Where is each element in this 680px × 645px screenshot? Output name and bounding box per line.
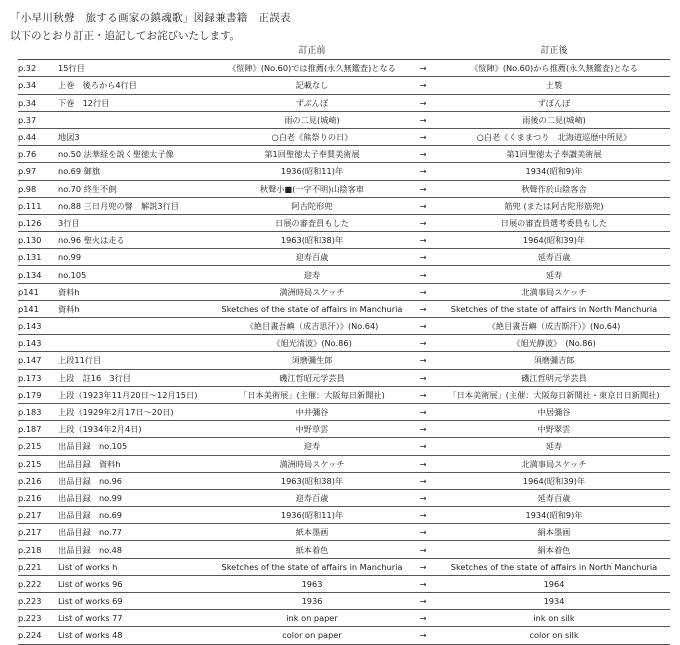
location-cell: 上段 註16 3行目 (58, 369, 216, 386)
after-cell: 《旭光静波》 (No.86) (438, 335, 670, 352)
arrow-icon: → (408, 335, 438, 352)
table-row (18, 593, 670, 610)
arrow-icon: → (408, 163, 438, 180)
after-cell: 磯江哲明元学芸員 (438, 369, 670, 386)
page-cell: p141 (18, 283, 58, 300)
table-row (18, 558, 670, 575)
arrow-icon: → (408, 180, 438, 197)
location-cell: 上段（1923年11月20日～12月15日) (58, 386, 216, 403)
page-cell: p.224 (18, 627, 58, 644)
page-cell: p.183 (18, 403, 58, 420)
arrow-icon: → (408, 403, 438, 420)
table-row (18, 180, 670, 197)
before-cell: 1936(昭和11)年 (216, 163, 408, 180)
location-cell: List of works 96 (58, 575, 216, 592)
before-cell: 迎寿 (216, 438, 408, 455)
after-cell: 1964(昭和39)年 (438, 472, 670, 489)
header-location (58, 43, 216, 60)
after-cell: 中居彌谷 (438, 403, 670, 420)
page-cell: p.134 (18, 266, 58, 283)
after-cell: 須磨彌吉郎 (438, 352, 670, 369)
after-cell: 1964 (438, 575, 670, 592)
after-cell: ink on silk (438, 610, 670, 627)
before-cell: 須磨彌生郎 (216, 352, 408, 369)
page-cell: p141 (18, 300, 58, 317)
page-cell: p.217 (18, 507, 58, 524)
arrow-icon: → (408, 507, 438, 524)
document-subtitle: 以下のとおり訂正・追記してお詫びいたします。 (10, 30, 241, 42)
page-cell: p.147 (18, 352, 58, 369)
location-cell: 出品目録 no.77 (58, 524, 216, 541)
arrow-icon: → (408, 369, 438, 386)
arrow-icon: → (408, 455, 438, 472)
page-cell: p.217 (18, 524, 58, 541)
after-cell: Sketches of the state of affairs in North Manchuria (438, 300, 670, 317)
arrow-icon: → (408, 111, 438, 128)
page-cell: p.34 (18, 77, 58, 94)
table-row (18, 128, 670, 145)
document-title: 「小早川秋聲 旅する画家の鎮魂歌」図録兼書籍 正誤表 (10, 12, 291, 24)
header-after: 訂正後 (438, 43, 670, 60)
arrow-icon: → (408, 266, 438, 283)
page-cell: p.37 (18, 111, 58, 128)
page-cell: p.215 (18, 438, 58, 455)
table-row (18, 318, 670, 335)
table-row (18, 94, 670, 111)
page-cell: p.221 (18, 558, 58, 575)
before-cell: 日展の審査員もした (216, 214, 408, 231)
after-cell: 延寿百歳 (438, 249, 670, 266)
page-cell: p.98 (18, 180, 58, 197)
page-cell: p.34 (18, 94, 58, 111)
after-cell: 土製 (438, 77, 670, 94)
arrow-icon: → (408, 214, 438, 231)
page-cell: p.223 (18, 610, 58, 627)
arrow-icon: → (408, 627, 438, 644)
after-cell: 1934 (438, 593, 670, 610)
page-cell: p.126 (18, 214, 58, 231)
before-cell: ずぶんぼ (216, 94, 408, 111)
table-row (18, 627, 670, 644)
page-cell: p.216 (18, 472, 58, 489)
before-cell: 秋聲小■(一字不明)山陰客車 (216, 180, 408, 197)
after-cell: 絹本墨画 (438, 524, 670, 541)
location-cell: no.88 三日月兜の譬 解説3行目 (58, 197, 216, 214)
before-cell: Sketches of the state of affairs in Manchuria (216, 300, 408, 317)
before-cell: 紙本着色 (216, 541, 408, 558)
arrow-icon: → (408, 318, 438, 335)
table-row (18, 369, 670, 386)
table-row (18, 541, 670, 558)
before-cell: ○白老《熊祭りの日》 (216, 128, 408, 145)
page-cell: p.222 (18, 575, 58, 592)
before-cell: 《愷陣》(No.60)では推薦(永久無鑑査)となる (216, 60, 408, 77)
page-cell: p.179 (18, 386, 58, 403)
page-cell: p.130 (18, 232, 58, 249)
location-cell: no.50 法華経を説く聖徳太子像 (58, 146, 216, 163)
before-cell: 第1回聖徳太子奉賛美術展 (216, 146, 408, 163)
location-cell (58, 335, 216, 352)
arrow-icon: → (408, 60, 438, 77)
after-cell: 秋聲作於山陰客舎 (438, 180, 670, 197)
table-row (18, 489, 670, 506)
location-cell: no.70 終生不倒 (58, 180, 216, 197)
before-cell: 迎寿 (216, 266, 408, 283)
header-page (18, 43, 58, 60)
table-row (18, 163, 670, 180)
before-cell: 紙本墨画 (216, 524, 408, 541)
location-cell: 資料h (58, 283, 216, 300)
page-cell: p.76 (18, 146, 58, 163)
location-cell: 上段（1934年2月4日) (58, 421, 216, 438)
errata-table (18, 43, 670, 645)
page-cell: p.44 (18, 128, 58, 145)
arrow-icon: → (408, 593, 438, 610)
location-cell: 上段11行目 (58, 352, 216, 369)
location-cell: List of works h (58, 558, 216, 575)
location-cell (58, 318, 216, 335)
after-cell: 筋兜 (または阿古陀形筋兜) (438, 197, 670, 214)
before-cell: 雨の二見(城崎) (216, 111, 408, 128)
before-cell: 阿古陀形兜 (216, 197, 408, 214)
after-cell: 北満事局スケッチ (438, 283, 670, 300)
table-row (18, 249, 670, 266)
after-cell: Sketches of the state of affairs in North Manchuria (438, 558, 670, 575)
table-row (18, 472, 670, 489)
after-cell: 《愷陣》(No.60)から推薦(永久無鑑査)となる (438, 60, 670, 77)
location-cell: 出品目録 no.69 (58, 507, 216, 524)
location-cell: no.99 (58, 249, 216, 266)
after-cell: ずぼんぼ (438, 94, 670, 111)
after-cell: 「日本美術展」(主催：大阪毎日新聞社・東京日日新聞社) (438, 386, 670, 403)
before-cell: 迎寿百歳 (216, 489, 408, 506)
page-cell: p.218 (18, 541, 58, 558)
arrow-icon: → (408, 352, 438, 369)
arrow-icon: → (408, 438, 438, 455)
before-cell: 中井彌谷 (216, 403, 408, 420)
arrow-icon: → (408, 128, 438, 145)
arrow-icon: → (408, 146, 438, 163)
table-row (18, 352, 670, 369)
page-cell: p.187 (18, 421, 58, 438)
after-cell: 1934(昭和9)年 (438, 163, 670, 180)
table-row (18, 575, 670, 592)
before-cell: 《旭光清波》(No.86) (216, 335, 408, 352)
location-cell: no.96 聖火は走る (58, 232, 216, 249)
location-cell: List of works 69 (58, 593, 216, 610)
location-cell: 3行目 (58, 214, 216, 231)
before-cell: 中野草雲 (216, 421, 408, 438)
table-row (18, 60, 670, 77)
table-row (18, 146, 670, 163)
table-row (18, 197, 670, 214)
location-cell: 上巻 後ろから4行目 (58, 77, 216, 94)
arrow-icon: → (408, 94, 438, 111)
arrow-icon: → (408, 472, 438, 489)
table-row (18, 507, 670, 524)
before-cell: 1963(昭和38)年 (216, 232, 408, 249)
location-cell: 下巻 12行目 (58, 94, 216, 111)
after-cell: 北満事局スケッチ (438, 455, 670, 472)
after-cell: 雨後の二見(城崎) (438, 111, 670, 128)
arrow-icon: → (408, 197, 438, 214)
page-cell: p.216 (18, 489, 58, 506)
table-row (18, 335, 670, 352)
arrow-icon: → (408, 421, 438, 438)
arrow-icon: → (408, 77, 438, 94)
after-cell: 絹本着色 (438, 541, 670, 558)
page-cell: p.223 (18, 593, 58, 610)
arrow-icon: → (408, 610, 438, 627)
table-row (18, 386, 670, 403)
table-row (18, 77, 670, 94)
page-cell: p.143 (18, 335, 58, 352)
table-row (18, 610, 670, 627)
location-cell: no.105 (58, 266, 216, 283)
before-cell: 満洲時局スケッチ (216, 455, 408, 472)
arrow-icon: → (408, 575, 438, 592)
before-cell: 《絶目畫吾嶼（成吉思汗）》(No.64) (216, 318, 408, 335)
before-cell: color on paper (216, 627, 408, 644)
table-row (18, 111, 670, 128)
arrow-icon: → (408, 300, 438, 317)
before-cell: 1936(昭和11)年 (216, 507, 408, 524)
table-row (18, 266, 670, 283)
before-cell: 磯江哲昭元学芸員 (216, 369, 408, 386)
after-cell: 延寿 (438, 438, 670, 455)
before-cell: 「日本美術展」(主催：大阪毎日新聞社) (216, 386, 408, 403)
before-cell: Sketches of the state of affairs in Manchuria (216, 558, 408, 575)
table-row (18, 283, 670, 300)
arrow-icon: → (408, 283, 438, 300)
location-cell: 上段（1929年2月17日～20日) (58, 403, 216, 420)
location-cell: List of works 77 (58, 610, 216, 627)
location-cell: 出品目録 no.48 (58, 541, 216, 558)
after-cell: 1964(昭和39)年 (438, 232, 670, 249)
table-header-row (18, 43, 670, 60)
before-cell: 満洲時局スケッチ (216, 283, 408, 300)
page-cell: p.215 (18, 455, 58, 472)
page-cell: p.97 (18, 163, 58, 180)
after-cell: 中野翠雲 (438, 421, 670, 438)
page-cell: p.143 (18, 318, 58, 335)
header-arrow (408, 43, 438, 60)
after-cell: 日展の審査員選考委員もした (438, 214, 670, 231)
arrow-icon: → (408, 489, 438, 506)
arrow-icon: → (408, 541, 438, 558)
page-cell: p.32 (18, 60, 58, 77)
after-cell: ○白老《くままつり 北海道巡歴中所見》 (438, 128, 670, 145)
arrow-icon: → (408, 386, 438, 403)
after-cell: 延寿百歳 (438, 489, 670, 506)
before-cell: 記載なし (216, 77, 408, 94)
location-cell: 地図3 (58, 128, 216, 145)
before-cell: 1936 (216, 593, 408, 610)
before-cell: 迎寿百歳 (216, 249, 408, 266)
before-cell: ink on paper (216, 610, 408, 627)
after-cell: 延寿 (438, 266, 670, 283)
arrow-icon: → (408, 558, 438, 575)
location-cell (58, 111, 216, 128)
arrow-icon: → (408, 249, 438, 266)
table-row (18, 524, 670, 541)
arrow-icon: → (408, 524, 438, 541)
page-cell: p.111 (18, 197, 58, 214)
location-cell: 出品目録 資料h (58, 455, 216, 472)
before-cell: 1963(昭和38)年 (216, 472, 408, 489)
table-row (18, 421, 670, 438)
after-cell: 1934(昭和9)年 (438, 507, 670, 524)
location-cell: 出品目録 no.99 (58, 489, 216, 506)
location-cell: List of works 48 (58, 627, 216, 644)
before-cell: 1963 (216, 575, 408, 592)
page-cell: p.173 (18, 369, 58, 386)
table-row (18, 300, 670, 317)
arrow-icon: → (408, 232, 438, 249)
location-cell: 出品目録 no.96 (58, 472, 216, 489)
location-cell: no.69 御旗 (58, 163, 216, 180)
table-row (18, 438, 670, 455)
table-row (18, 455, 670, 472)
header-before: 訂正前 (216, 43, 408, 60)
page-cell: p.131 (18, 249, 58, 266)
location-cell: 資料h (58, 300, 216, 317)
after-cell: color on silk (438, 627, 670, 644)
location-cell: 出品目録 no.105 (58, 438, 216, 455)
after-cell: 第1回聖徳太子奉讃美術展 (438, 146, 670, 163)
table-row (18, 403, 670, 420)
table-row (18, 232, 670, 249)
table-row (18, 214, 670, 231)
location-cell: 15行目 (58, 60, 216, 77)
after-cell: 《絶目畫吾嶼（成吉斯汗）》(No.64) (438, 318, 670, 335)
